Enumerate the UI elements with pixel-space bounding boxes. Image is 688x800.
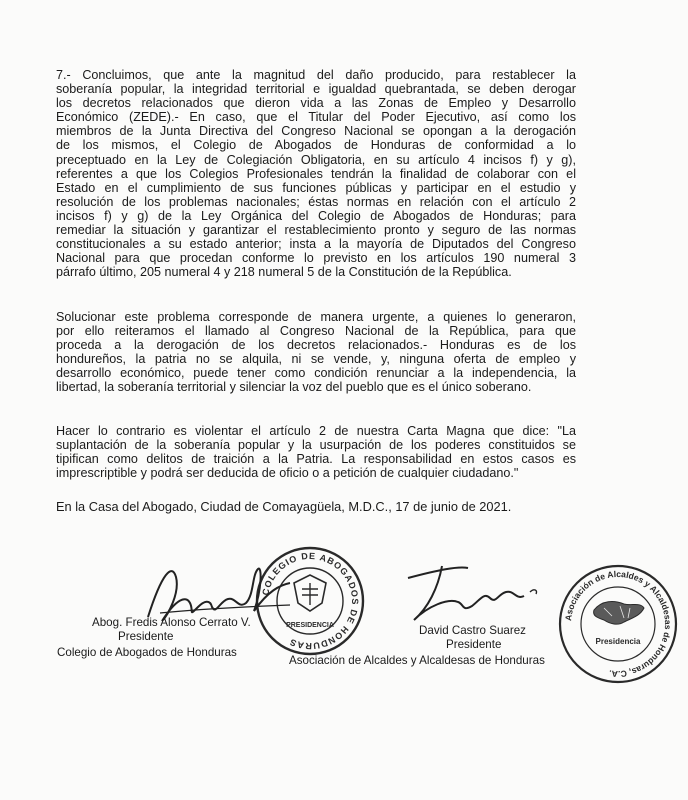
- text-line: libertad, la soberanía territorial y silenciar la voz del pueblo que es el único soberano.: [56, 380, 532, 395]
- closing-place-date: [56, 500, 576, 514]
- text-line: imprescriptible y podrá ser deducida de oficio o a petición de cualquier ciudadano.": [56, 466, 519, 481]
- seal-map-icon: [594, 602, 644, 625]
- seal-center-text: Presidencia: [595, 637, 641, 646]
- text-line: 7.- Concluimos, que ante la magnitud del daño producido, para restablecer la: [56, 68, 576, 82]
- signatory-right-organization: Asociación de Alcaldes y Alcaldesas de Honduras: [289, 654, 545, 667]
- text-line: desarrollo económico, puede tener como condición renunciar a la independencia, la: [56, 366, 576, 381]
- seal-ring-text: COLEGIO DE ABOGADOS DE HONDURAS: [260, 550, 361, 652]
- alcaldes-association-seal: [556, 562, 680, 686]
- text-line: Estado en el cumplimiento de sus funciones públicas y participar en el estudio y: [56, 180, 576, 195]
- signatory-left-title: Presidente: [118, 630, 174, 643]
- text-line: Económico (ZEDE).- En caso, que el Titular del Poder Ejecutivo, así como los: [56, 110, 576, 125]
- text-line: hondureños, la patria no se alquila, ni se vende, y, ninguna oferta de empleo y: [56, 352, 576, 367]
- seal-center-text: PRESIDENCIA: [286, 622, 334, 629]
- paragraph-derogation-request: [56, 68, 576, 279]
- text-line: soberanía popular, la integridad territorial e igualdad quebrantada, se deben derogar: [56, 82, 576, 97]
- paragraph-constitution-quote: [56, 424, 576, 480]
- text-line: párrafo último, 205 numeral 4 y 218 numeral 5 de la Constitución de la República.: [56, 265, 512, 280]
- text-line: por ello reiteramos el llamado al Congreso Nacional de la República, para que: [56, 324, 576, 339]
- text-line: resolución de los problemas nacionales; éstas normas en relación con el artículo 2: [56, 194, 576, 209]
- text-line: preceptuado en la Ley de Colegiación Obligatoria, en su artículo 4 incisos f) y g),: [56, 152, 576, 167]
- text-line: Nacional para que procedan conforme lo previsto en los artículos 190 numeral 3: [56, 251, 576, 266]
- seal-ring-text: Asociación de Alcaldes y Alcaldesas de Honduras, C.A.: [563, 568, 674, 680]
- text-line: miembros de la Junta Directiva del Congreso Nacional se opongan a la derogación: [56, 124, 576, 139]
- text-line: referentes a que los Colegios Profesionales tendrán la finalidad de colaborar con el: [56, 166, 576, 181]
- paragraph-urgent-solution: [56, 310, 576, 395]
- text-line: los decretos relacionados que dieron vida a las Zonas de Empleo y Desarrollo: [56, 96, 576, 111]
- signatory-right-name: David Castro Suarez: [419, 624, 526, 637]
- text-line: remediar la situación y garantizar el restablecimiento pronto y seguro de las normas: [56, 223, 576, 238]
- text-line: Solucionar este problema corresponde de manera urgente, a quienes lo generaron,: [56, 310, 576, 324]
- text-line: incisos f) y g) de la Ley Orgánica del Colegio de Abogados de Honduras; para: [56, 208, 576, 223]
- text-line: En la Casa del Abogado, Ciudad de Comayagüela, M.D.C., 17 de junio de 2021.: [56, 499, 512, 514]
- text-line: tipifican como delitos de traición a la Patria. La responsabilidad en estos casos es: [56, 452, 576, 467]
- signatory-left-name: Abog. Fredis Alonso Cerrato V.: [92, 616, 251, 629]
- text-line: proceda a la derogación de los decretos relacionados.- Honduras es de los: [56, 338, 576, 353]
- signatory-left-organization: Colegio de Abogados de Honduras: [57, 646, 237, 659]
- text-line: constitucionales a su estado anterior; insta a la mayoría de Diputados del Congreso: [56, 237, 576, 252]
- signature-right-mark: [398, 548, 548, 628]
- text-line: Hacer lo contrario es violentar el artículo 2 de nuestra Carta Magna que dice: "La: [56, 424, 576, 438]
- text-line: de los mismos, el Colegio de Abogados de Honduras de conformidad a lo: [56, 138, 576, 153]
- text-line: suplantación de la soberanía popular y la usurpación de los poderes constituidos se: [56, 438, 576, 453]
- signatory-right-title: Presidente: [446, 638, 502, 651]
